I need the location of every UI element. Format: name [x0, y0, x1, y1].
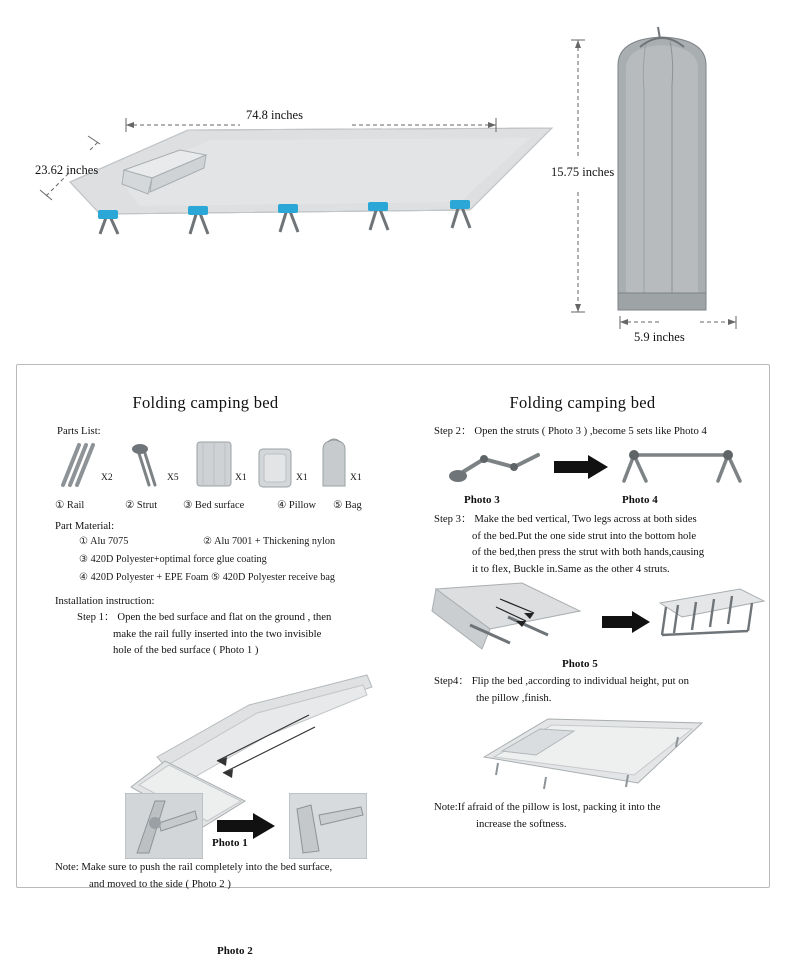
parts-list-label: Parts List: — [57, 425, 101, 437]
note-1-text — [55, 859, 385, 892]
note-1-line-1: Note: Make sure to push the rail completely into the bed surface, — [55, 861, 333, 873]
photo-3-figure — [448, 441, 544, 489]
bed-surface-qty: X1 — [235, 473, 247, 483]
step-1-line-2: make the rail fully inserted into the two invisible — [113, 627, 322, 640]
material-4-5: ④ 420D Polyester + EPE Foam ⑤ 420D Polyester receive bag — [79, 572, 336, 583]
strut-figure — [127, 441, 171, 489]
step-1-text — [77, 609, 377, 659]
step-4-line-2: the pillow ,finish. — [476, 691, 552, 704]
finished-bed-figure — [478, 713, 708, 799]
right-panel-title: Folding camping bed — [509, 393, 656, 412]
step-3-line-4: it to flex, Buckle in.Same as the other 4 struts. — [472, 562, 670, 575]
note-2-line-2: increase the softness. — [476, 817, 567, 830]
photo-4-caption: Photo 4 — [622, 494, 658, 506]
bag-height-label: 15.75 inches — [551, 165, 615, 179]
part-name-pillow: ④ Pillow — [277, 500, 317, 511]
part-name-rail: ① Rail — [55, 500, 85, 511]
note-2-text — [434, 799, 774, 832]
left-panel-title: Folding camping bed — [132, 393, 279, 412]
bag-figure — [315, 437, 353, 489]
note-1-line-2: and moved to the side ( Photo 2 ) — [89, 877, 231, 890]
photo-5-figure — [656, 583, 768, 655]
step-3-line-1: Step 3： Make the bed vertical, Two legs across at both sides — [434, 513, 697, 525]
dimension-lines — [0, 0, 786, 352]
step-3-line-3: of the bed,then press the strut with both hands,causing — [472, 546, 705, 559]
note-2-line-1: Note:If afraid of the pillow is lost, packing it into the — [434, 801, 661, 813]
step-3-line-2: of the bed.Put the one side strut into the bottom hole — [472, 529, 697, 542]
rail-qty: X2 — [101, 473, 113, 483]
step-2-text: Step 2： Open the struts ( Photo 3 ) ,become 5 sets like Photo 4 — [434, 425, 707, 437]
bed-width-label: 23.62 inches — [35, 163, 99, 177]
step-4-line-1: Step4： Flip the bed ,according to individual height, put on — [434, 675, 689, 687]
pillow-figure — [253, 443, 299, 489]
step-4-text — [434, 673, 774, 706]
step-2-arrow-icon — [554, 455, 608, 479]
photo-1-caption: Photo 1 — [212, 837, 248, 849]
material-2: ② Alu 7001 + Thickening nylon — [203, 536, 336, 547]
material-3: ③ 420D Polyester+optimal force glue coating — [79, 554, 267, 565]
material-1: ① Alu 7075 — [79, 536, 129, 547]
installation-instruction-label: Installation instruction: — [55, 595, 155, 607]
bag-width-label: 5.9 inches — [634, 330, 685, 344]
step-1-line-1: Step 1： Open the bed surface and flat on the ground , then — [77, 611, 332, 623]
photo-2-before-figure — [125, 793, 203, 859]
pillow-qty: X1 — [296, 473, 308, 483]
photo-5-caption: Photo 5 — [562, 658, 598, 670]
instruction-column-left — [17, 365, 394, 957]
step-1-line-3: hole of the bed surface ( Photo 1 ) — [113, 644, 259, 657]
step-3-arrow-icon — [602, 611, 650, 633]
step-3-action-figure — [430, 581, 590, 657]
product-dimension-panel — [0, 0, 786, 352]
bag-qty: X1 — [350, 473, 362, 483]
photo-2-caption: Photo 2 — [217, 945, 253, 957]
parts-figures — [57, 437, 367, 489]
part-name-strut: ② Strut — [125, 500, 158, 511]
bed-length-label: 74.8 inches — [246, 108, 303, 122]
instruction-column-right — [394, 365, 771, 887]
part-name-bed-surface: ③ Bed surface — [183, 500, 245, 511]
instruction-panel — [16, 364, 770, 957]
photo-2-after-figure — [289, 793, 367, 859]
photo-3-caption: Photo 3 — [464, 494, 500, 506]
part-name-bag: ⑤ Bag — [333, 500, 362, 511]
part-material-label: Part Material: — [55, 520, 115, 532]
bed-surface-figure — [190, 439, 238, 489]
strut-qty: X5 — [167, 473, 179, 483]
photo-4-figure — [616, 437, 746, 489]
photo-2-arrow-icon — [217, 813, 275, 839]
step-3-text — [434, 511, 774, 577]
